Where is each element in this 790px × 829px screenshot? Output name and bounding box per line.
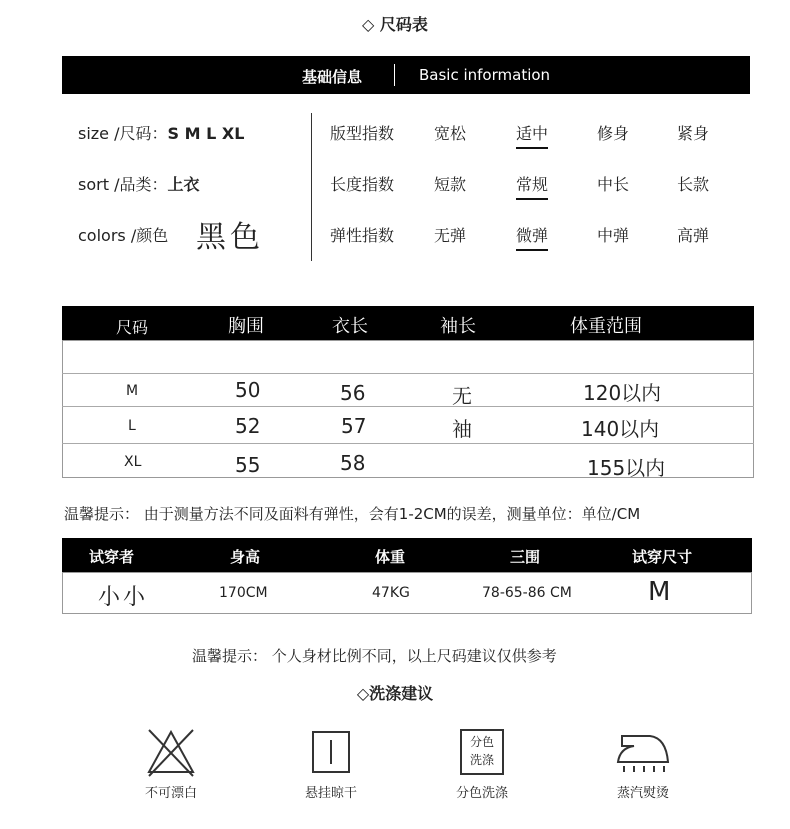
steam-iron-label: 蒸汽熨烫 bbox=[616, 786, 669, 801]
sort-label: sort /品类： bbox=[78, 175, 168, 194]
model-table-header bbox=[62, 538, 752, 572]
page-title: ◇ 尺码表 bbox=[362, 15, 428, 34]
table-row-weight: 140以内 bbox=[581, 417, 660, 441]
table-row-chest: 55 bbox=[235, 453, 261, 477]
elastic-option-selected: 微弹 bbox=[516, 223, 548, 251]
no-bleach-label: 不可漂白 bbox=[144, 786, 197, 801]
model-name: 小小 bbox=[98, 585, 149, 610]
fit-option: 宽松 bbox=[434, 124, 467, 143]
elastic-index-label: 弹性指数 bbox=[330, 226, 395, 245]
row-divider bbox=[62, 373, 754, 374]
length-option: 中长 bbox=[597, 175, 630, 194]
separate-wash-text-2: 洗涤 bbox=[469, 753, 494, 767]
attribute-divider bbox=[311, 113, 312, 261]
header-chest: 胸围 bbox=[228, 316, 264, 337]
no-bleach-icon bbox=[145, 728, 197, 778]
divider bbox=[394, 64, 395, 86]
hang-dry-icon bbox=[311, 730, 351, 774]
table-row-chest: 52 bbox=[235, 414, 261, 438]
header-height: 身高 bbox=[230, 548, 261, 566]
header-length: 衣长 bbox=[332, 316, 368, 337]
size-label: size /尺码： bbox=[78, 124, 168, 143]
fit-option-selected: 适中 bbox=[516, 121, 548, 149]
size-table-header bbox=[62, 306, 754, 340]
colors-value: 黑色 bbox=[196, 220, 264, 255]
basic-info-en: Basic information bbox=[419, 66, 551, 84]
length-option-selected: 常规 bbox=[516, 172, 548, 200]
header-measurements: 三围 bbox=[510, 548, 541, 566]
model-weight: 47KG bbox=[372, 585, 410, 601]
model-measurements: 78-65-86 CM bbox=[482, 585, 572, 601]
table-row-size: XL bbox=[124, 454, 142, 470]
reference-note: 温馨提示： 个人身材比例不同，以上尺码建议仅供参考 bbox=[192, 647, 557, 665]
length-option: 长款 bbox=[677, 175, 710, 194]
header-model: 试穿者 bbox=[89, 548, 135, 566]
measure-note: 温馨提示： 由于测量方法不同及面料有弹性，会有1-2CM的误差，测量单位：单位/CM bbox=[64, 505, 641, 523]
separate-wash-label: 分色洗涤 bbox=[455, 786, 508, 801]
sort-attribute bbox=[78, 172, 199, 195]
table-row-weight: 120以内 bbox=[583, 381, 662, 405]
table-row-size: M bbox=[126, 383, 139, 399]
table-row-size: L bbox=[128, 418, 136, 434]
sleeve-note-1: 无 bbox=[452, 384, 472, 408]
table-row-chest: 50 bbox=[235, 378, 261, 402]
header-sleeve: 袖长 bbox=[440, 316, 476, 337]
row-divider bbox=[62, 443, 754, 444]
table-row-length: 58 bbox=[340, 451, 366, 475]
header-try-size: 试穿尺寸 bbox=[632, 548, 693, 566]
hang-dry-label: 悬挂晾干 bbox=[304, 786, 357, 801]
fit-option: 紧身 bbox=[677, 124, 710, 143]
steam-iron-icon bbox=[614, 730, 674, 776]
colors-label: colors /颜色 bbox=[78, 226, 169, 245]
elastic-option: 无弹 bbox=[434, 226, 467, 245]
fit-index-label: 版型指数 bbox=[330, 124, 395, 143]
length-option: 短款 bbox=[434, 175, 467, 194]
table-row-length: 57 bbox=[341, 414, 367, 438]
table-row-weight: 155以内 bbox=[587, 456, 666, 480]
fit-option: 修身 bbox=[597, 124, 630, 143]
separate-wash-icon bbox=[460, 729, 504, 775]
elastic-option: 高弹 bbox=[677, 226, 710, 245]
basic-info-cn: 基础信息 bbox=[301, 68, 362, 86]
size-attribute bbox=[78, 121, 244, 144]
color-attribute bbox=[78, 223, 168, 246]
row-divider bbox=[62, 406, 754, 407]
separate-wash-text-1: 分色 bbox=[469, 735, 494, 749]
header-model-weight: 体重 bbox=[375, 548, 406, 566]
sleeve-note-2: 袖 bbox=[452, 417, 472, 441]
table-row-length: 56 bbox=[340, 381, 366, 405]
length-index-label: 长度指数 bbox=[330, 175, 395, 194]
header-weight-range: 体重范围 bbox=[570, 316, 642, 337]
elastic-option: 中弹 bbox=[597, 226, 630, 245]
wash-title: ◇洗涤建议 bbox=[356, 684, 434, 703]
model-size: M bbox=[648, 577, 671, 607]
model-height: 170CM bbox=[219, 585, 268, 601]
sort-value: 上衣 bbox=[167, 175, 200, 194]
basic-info-bar bbox=[62, 56, 750, 94]
size-value: S M L XL bbox=[167, 124, 245, 143]
header-size: 尺码 bbox=[116, 318, 149, 337]
